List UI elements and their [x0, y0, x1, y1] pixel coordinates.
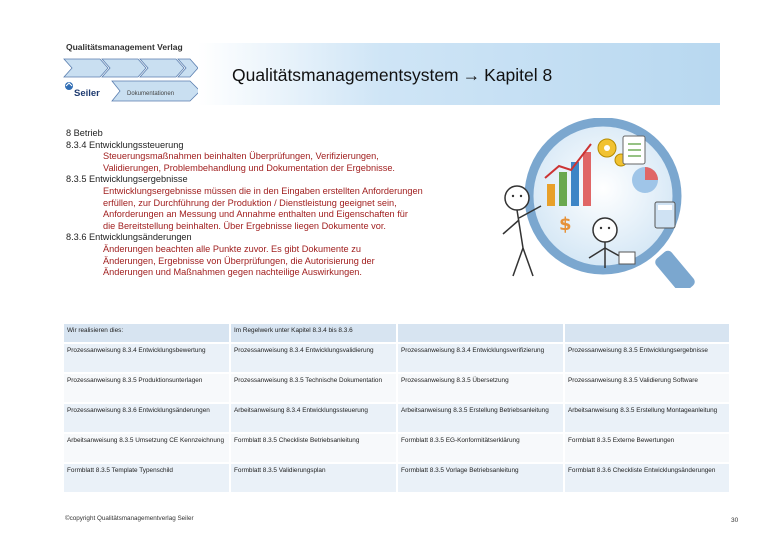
- document-reference-cell: Prozessanweisung 8.3.6 Entwicklungsänderungen: [64, 404, 229, 432]
- table-header-cell: [565, 324, 729, 342]
- section-heading: 8.3.5 Entwicklungsergebnisse: [66, 174, 188, 185]
- document-reference-cell: Prozessanweisung 8.3.5 Technische Dokumentation: [231, 374, 396, 402]
- logo-subtitle: Dokumentationen: [127, 91, 175, 97]
- publisher-logo: [62, 42, 207, 110]
- document-reference-cell: Prozessanweisung 8.3.5 Validierung Software: [565, 374, 729, 402]
- logo-title: Qualitätsmanagement Verlag: [66, 42, 183, 52]
- svg-text:$: $: [559, 214, 572, 235]
- table-row: [64, 434, 729, 462]
- document-reference-cell: Formblatt 8.3.6 Checkliste Entwicklungsänderungen: [565, 464, 729, 492]
- document-reference-cell: Formblatt 8.3.5 Validierungsplan: [231, 464, 396, 492]
- document-reference-cell: Formblatt 8.3.5 EG-Konformitätserklärung: [398, 434, 563, 462]
- document-reference-cell: Prozessanweisung 8.3.5 Produktionsunterlagen: [64, 374, 229, 402]
- body-paragraph-line: Steuerungsmaßnahmen beinhalten Überprüfungen, Verifizierungen,: [103, 151, 379, 162]
- magnifier-illustration: [495, 118, 721, 288]
- document-reference-cell: Formblatt 8.3.5 Externe Bewertungen: [565, 434, 729, 462]
- document-table: [62, 322, 731, 494]
- section-heading: 8.3.6 Entwicklungsänderungen: [66, 232, 192, 243]
- document-reference-cell: Formblatt 8.3.5 Template Typenschild: [64, 464, 229, 492]
- body-paragraph-line: Validierungen, Problembehandlung und Dokumentation der Ergebnisse.: [103, 162, 395, 173]
- document-reference-cell: Arbeitsanweisung 8.3.5 Erstellung Betriebsanleitung: [398, 404, 563, 432]
- page-number: 30: [731, 517, 739, 524]
- table-header-row: [64, 324, 729, 342]
- table-row: [64, 464, 729, 492]
- document-reference-cell: Prozessanweisung 8.3.4 Entwicklungsverifizierung: [398, 344, 563, 372]
- document-reference-cell: Arbeitsanweisung 8.3.5 Umsetzung CE Kennzeichnung: [64, 434, 229, 462]
- document-reference-cell: Prozessanweisung 8.3.4 Entwicklungsvalidierung: [231, 344, 396, 372]
- table-row: [64, 404, 729, 432]
- body-paragraph-line: erfüllen, zur Durchführung der Produktion / Dienstleistung geeignet sein,: [103, 197, 397, 208]
- table-header-cell: Im Regelwerk unter Kapitel 8.3.4 bis 8.3.6: [231, 324, 396, 342]
- title-system: Qualitätsmanagementsystem: [232, 65, 459, 85]
- table-header-cell: Wir realisieren dies:: [64, 324, 229, 342]
- page-title: [232, 65, 552, 86]
- document-reference-cell: Arbeitsanweisung 8.3.4 Entwicklungssteuerung: [231, 404, 396, 432]
- logo-name: Seiler: [74, 88, 100, 99]
- document-reference-cell: Formblatt 8.3.5 Checkliste Betriebsanleitung: [231, 434, 396, 462]
- body-paragraph-line: die Bereitstellung beinhalten. Über Ergebnisse liegen Dokumente vor.: [103, 220, 386, 231]
- section-heading: 8.3.4 Entwicklungssteuerung: [66, 139, 184, 150]
- header-banner: [198, 43, 720, 105]
- copyright-notice: ©copyright Qualitätsmanagementverlag Seiler: [65, 515, 194, 522]
- table-header-cell: [398, 324, 563, 342]
- logo-arrows-graphic: [62, 52, 207, 112]
- table-row: [64, 344, 729, 372]
- arrow-right-icon: →: [462, 65, 481, 85]
- document-reference-cell: Formblatt 8.3.5 Vorlage Betriebsanleitung: [398, 464, 563, 492]
- section-heading: 8 Betrieb: [66, 128, 103, 138]
- document-reference-cell: Prozessanweisung 8.3.5 Entwicklungsergebnisse: [565, 344, 729, 372]
- body-paragraph-line: Änderungen, Ergebnisse von Überprüfungen, die Autorisierung der: [103, 255, 375, 266]
- body-paragraph-line: Änderungen beachten alle Punkte zuvor. Es gibt Dokumente zu: [103, 243, 361, 254]
- table-row: [64, 374, 729, 402]
- title-chapter: Kapitel 8: [484, 65, 553, 85]
- document-reference-cell: Arbeitsanweisung 8.3.5 Erstellung Montageanleitung: [565, 404, 729, 432]
- chapter-text: [66, 128, 496, 279]
- body-paragraph-line: Änderungen und Maßnahmen gegen nachteilige Auswirkungen.: [103, 267, 362, 278]
- document-reference-cell: Prozessanweisung 8.3.4 Entwicklungsbewertung: [64, 344, 229, 372]
- body-paragraph-line: Entwicklungsergebnisse müssen die in den Eingaben erstellten Anforderungen: [103, 185, 423, 196]
- document-reference-cell: Prozessanweisung 8.3.5 Übersetzung: [398, 374, 563, 402]
- body-paragraph-line: Anforderungen an Messung und Annahme enthalten und Eigenschaften für: [103, 209, 408, 220]
